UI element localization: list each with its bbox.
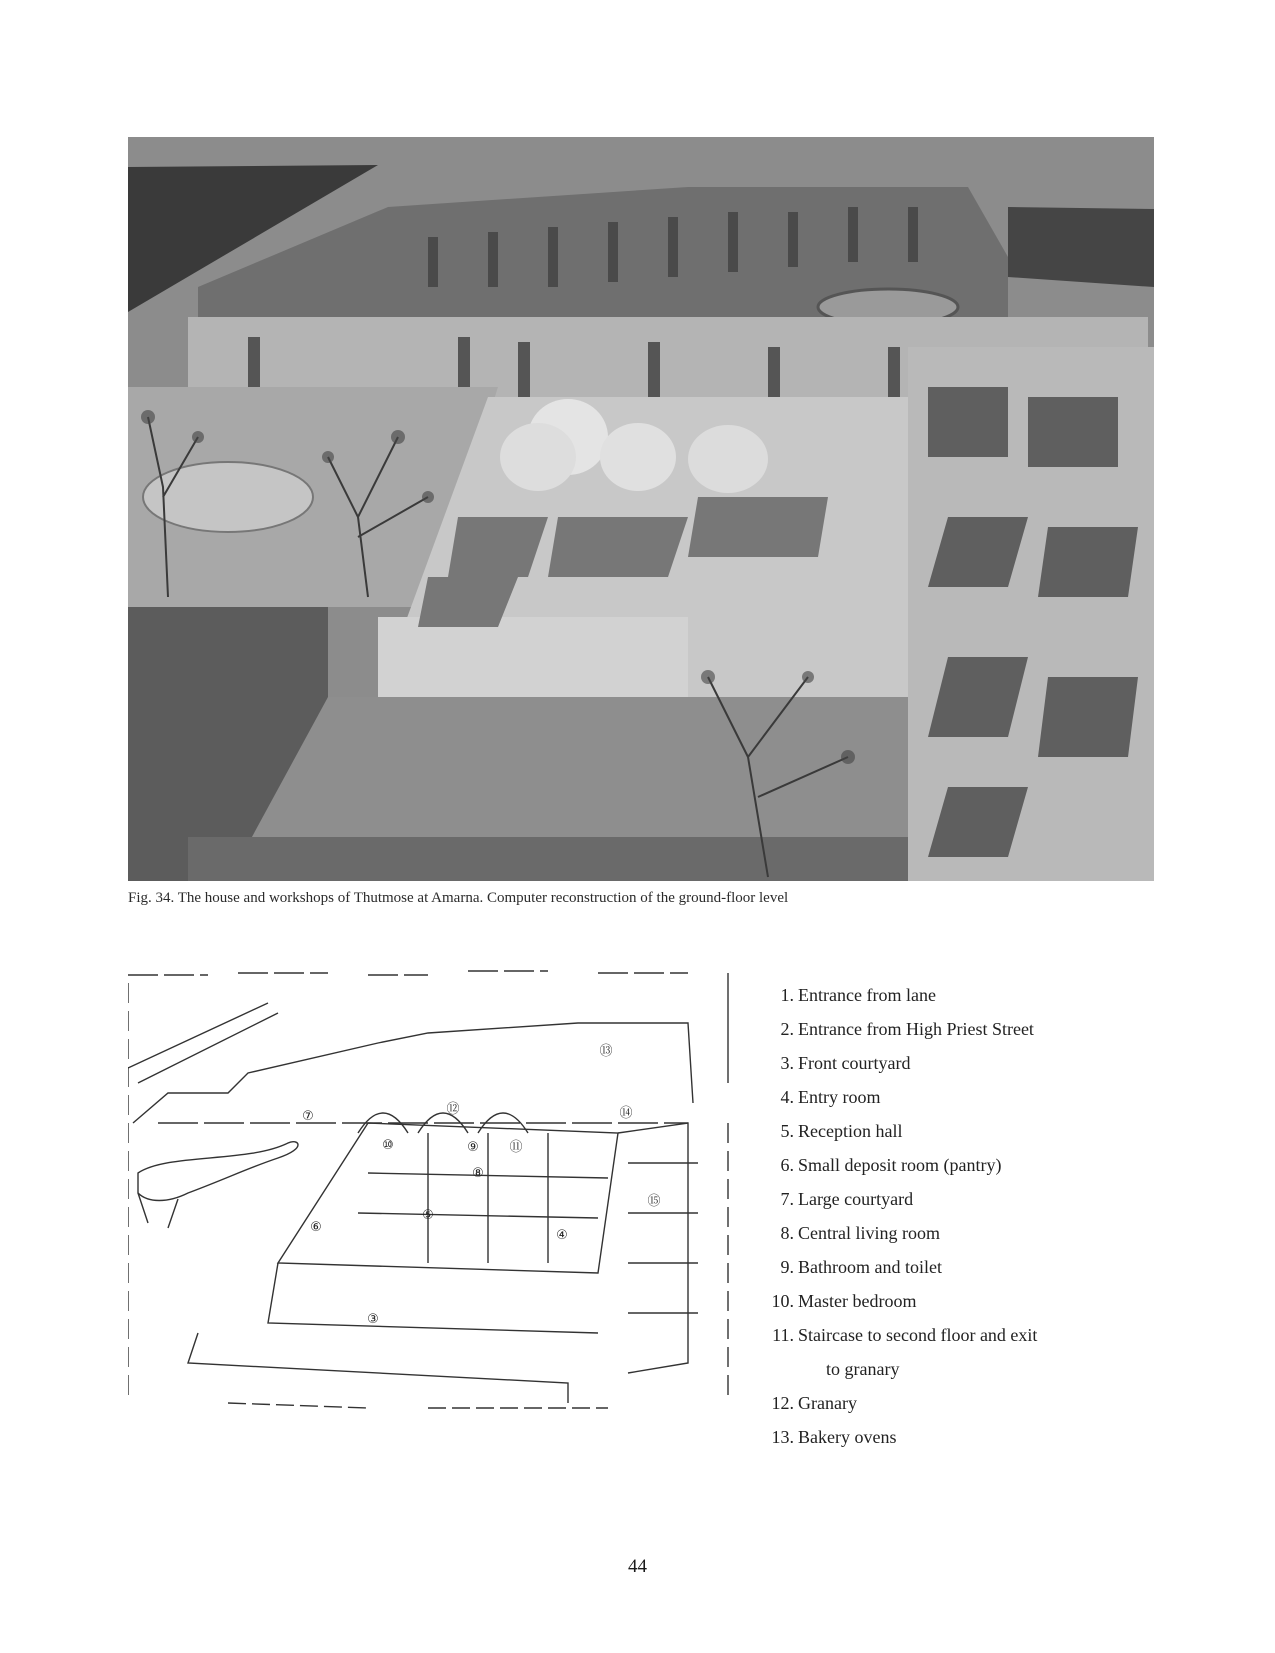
plan-label-9: ⑨: [467, 1140, 479, 1155]
legend-item: 10. Master bedroom: [771, 1291, 917, 1311]
legend-item: 5. Reception hall: [780, 1121, 903, 1141]
plan-label-11: ⑪: [509, 1140, 523, 1155]
figure-caption: Fig. 34. The house and workshops of Thutmose at Amarna. Computer reconstruction of the ground-floor level: [128, 890, 789, 906]
legend-item: 2. Entrance from High Priest Street: [780, 1019, 1034, 1039]
legend-item: 11. Staircase to second floor and exit: [772, 1325, 1038, 1345]
legend-item: 13. Bakery ovens: [771, 1427, 897, 1447]
legend-item: 8. Central living room: [780, 1223, 940, 1243]
plan-label-6: ⑥: [310, 1220, 322, 1235]
plan-label-14: ⑭: [619, 1106, 633, 1121]
legend-list: [770, 978, 1150, 1454]
plan-label-3: ③: [367, 1312, 379, 1327]
legend-item-continuation: to granary: [826, 1359, 900, 1379]
plan-label-15: ⑮: [647, 1194, 661, 1209]
legend-item: 1. Entrance from lane: [780, 985, 936, 1005]
legend-item: 12. Granary: [771, 1393, 857, 1413]
legend-item: 6. Small deposit room (pantry): [780, 1155, 1002, 1175]
plan-label-4: ④: [556, 1228, 568, 1243]
page-number: 44: [628, 1556, 647, 1577]
legend-item: 4. Entry room: [780, 1087, 881, 1107]
reconstruction-image: [128, 137, 1154, 881]
plan-label-13: ⑬: [599, 1044, 613, 1059]
floor-plan-diagram: [128, 963, 736, 1433]
legend-item: 3. Front courtyard: [780, 1053, 911, 1073]
legend-item: 7. Large courtyard: [780, 1189, 914, 1209]
plan-label-10: ⑩: [382, 1138, 394, 1153]
plan-label-12: ⑫: [446, 1102, 460, 1117]
plan-label-8: ⑧: [472, 1166, 484, 1181]
plan-label-5: ⑤: [422, 1208, 434, 1223]
legend-item: 9. Bathroom and toilet: [780, 1257, 942, 1277]
plan-label-7: ⑦: [302, 1109, 314, 1124]
